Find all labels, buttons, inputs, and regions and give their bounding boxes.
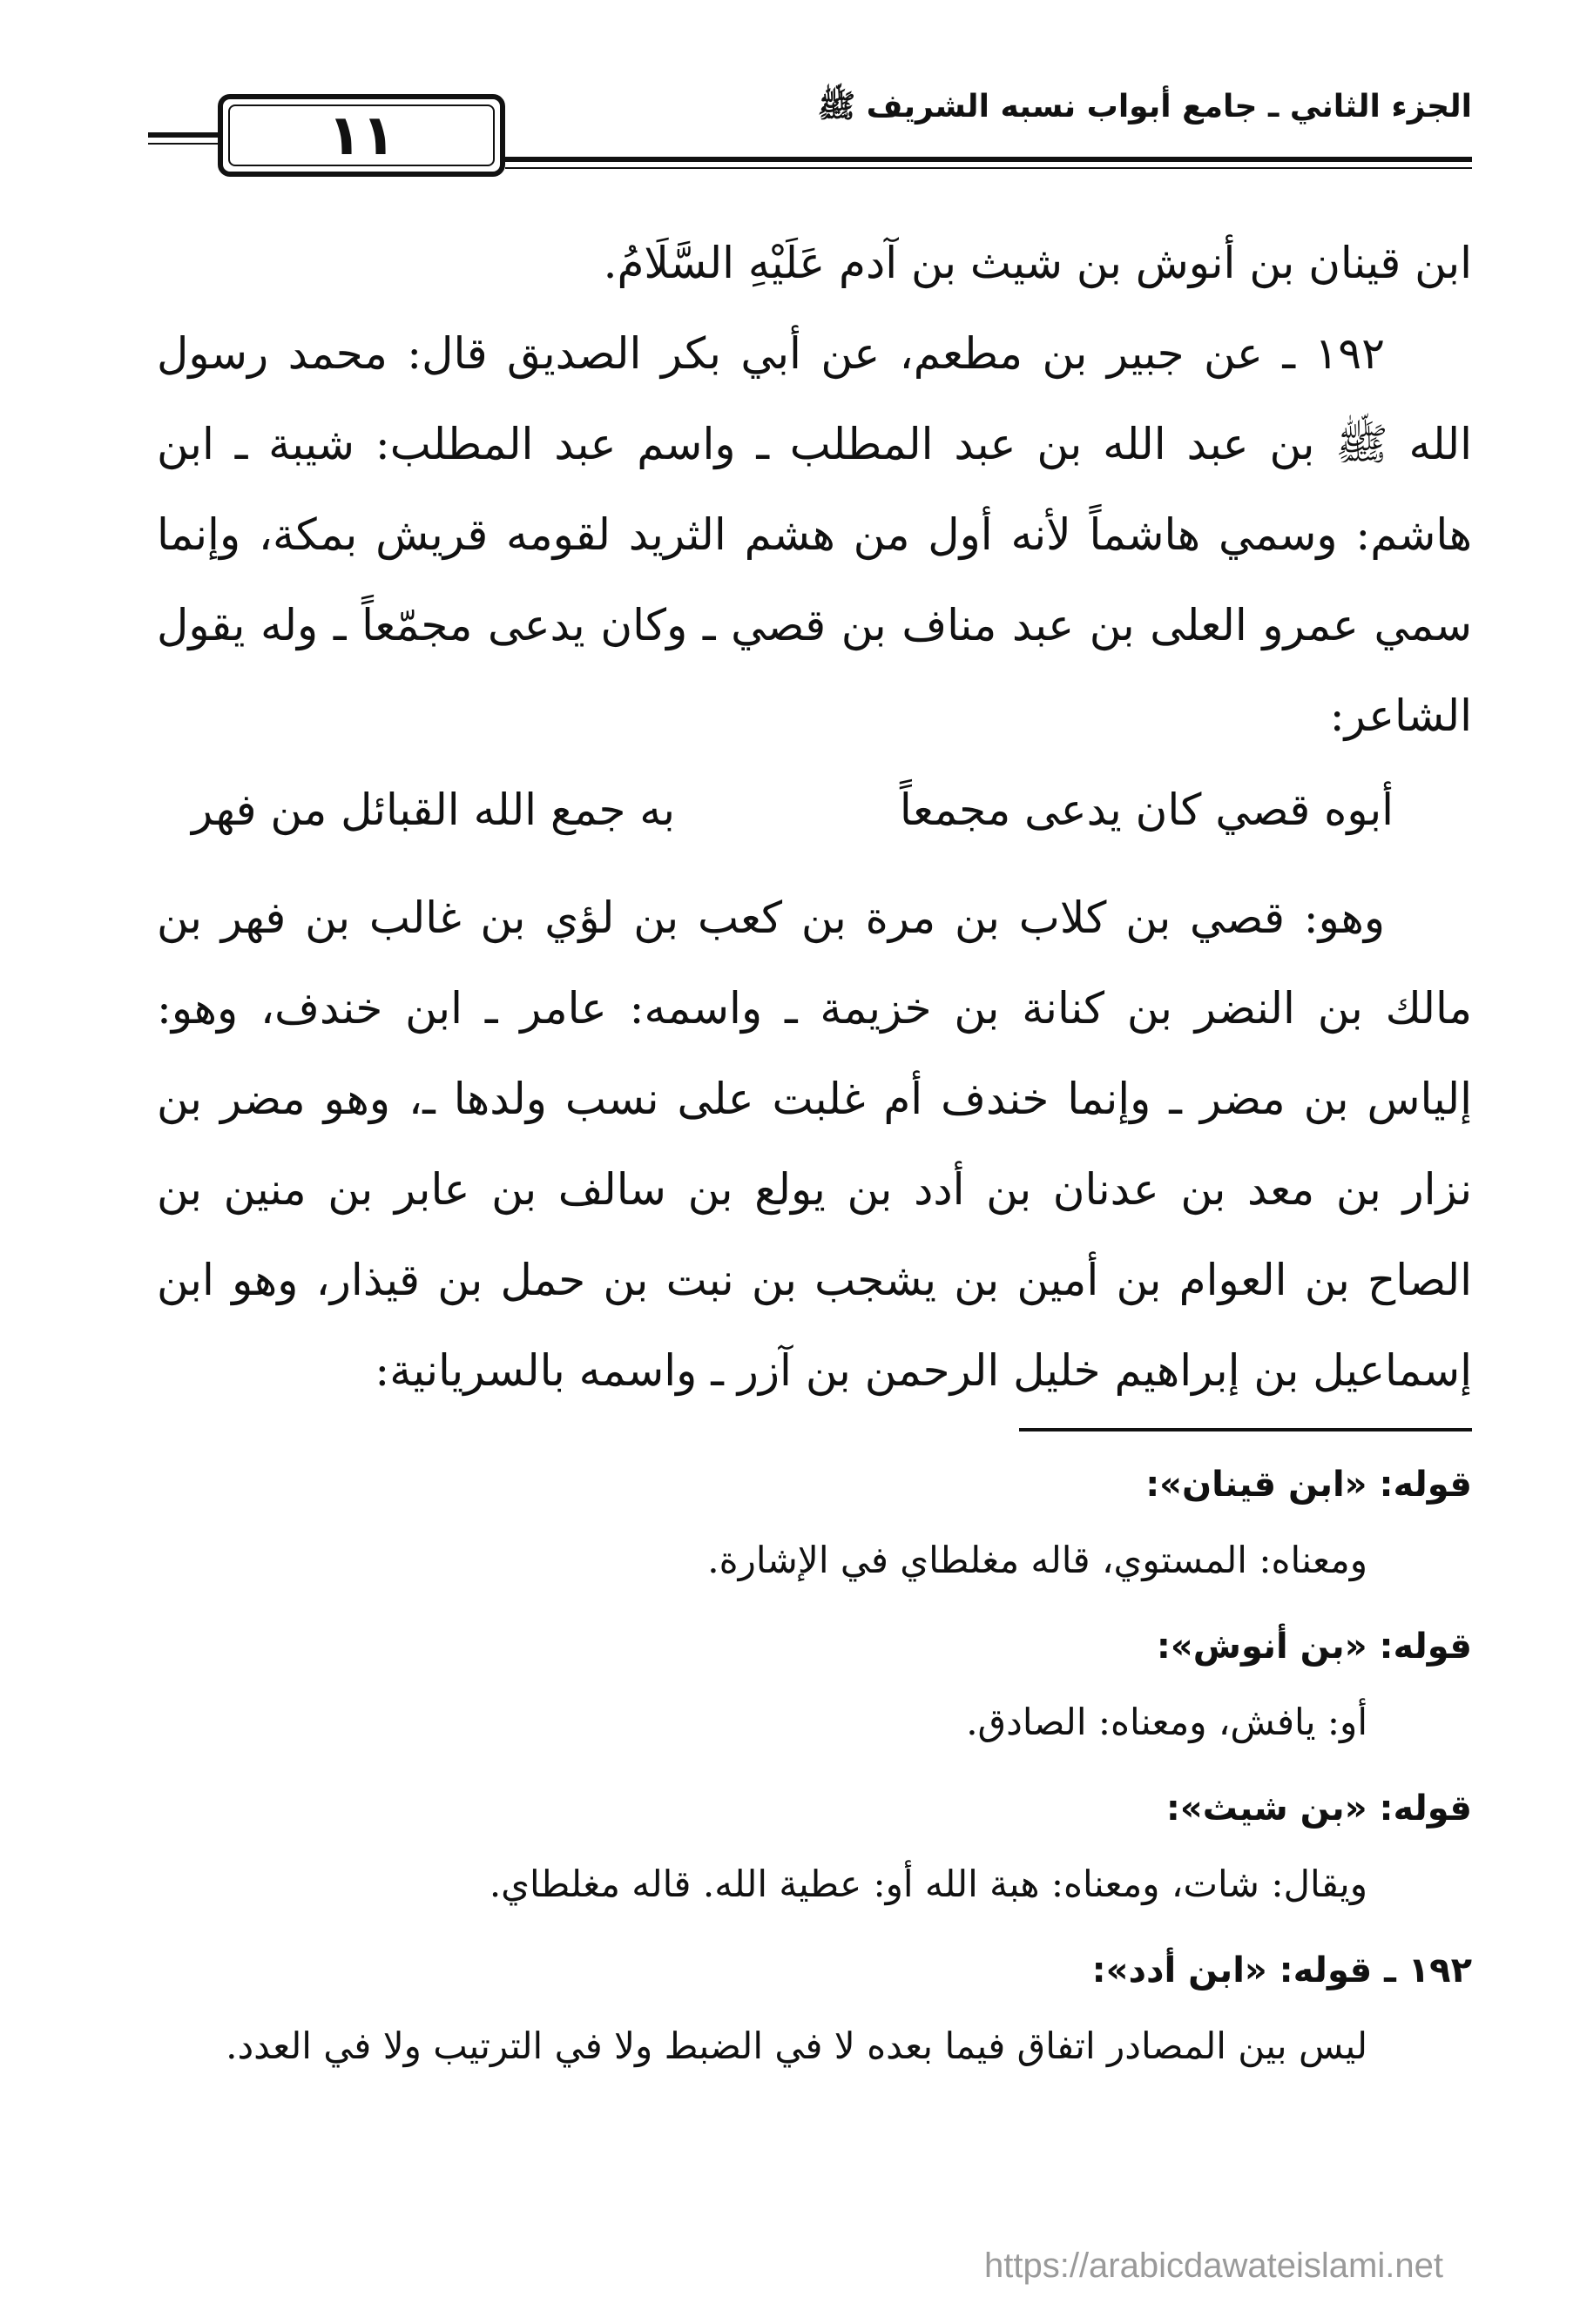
- footnote-heading: قوله: «بن شيث»:: [1165, 1788, 1472, 1829]
- page-number: ١١: [327, 103, 396, 168]
- header-rule-left-thick: [148, 132, 218, 138]
- footnote-text: ليس بين المصادر اتفاق فيما بعده لا في الضبط ولا في الترتيب ولا في العدد.: [226, 2024, 1367, 2067]
- footnote-heading: قوله: «ابن قينان»:: [1145, 1465, 1472, 1505]
- footnote-heading: ١٩٢ ـ قوله: «ابن أدد»:: [1091, 1950, 1472, 1991]
- footnote-separator: [1019, 1428, 1472, 1431]
- page-number-box: [218, 94, 505, 177]
- verse-first-hemistich: أبوه قصي كان يدعى مجمعاً: [899, 785, 1394, 835]
- main-text: [157, 218, 1472, 1416]
- verse-second-hemistich: به جمع الله القبائل من فهر: [192, 785, 676, 835]
- page-header: [148, 87, 1472, 192]
- running-title: الجزء الثاني ـ جامع أبواب نسبه الشريف ﷺ: [817, 89, 1472, 125]
- header-rule-right-thick: [505, 157, 1472, 162]
- source-watermark: https://arabicdawateislami.net: [984, 2247, 1443, 2285]
- poetry-verse: [157, 765, 1472, 855]
- footnote-heading: قوله: «بن أنوش»:: [1156, 1627, 1472, 1667]
- paragraph-lineage-end: ابن قينان بن أنوش بن شيث بن آدم عَلَيْهِ السَّلَامُ.: [603, 238, 1472, 288]
- header-rule-right-thin: [505, 167, 1472, 169]
- header-rule-left-thin: [148, 143, 218, 145]
- paragraph-hadith-192: ١٩٢ ـ عن جبير بن مطعم، عن أبي بكر الصديق قال: محمد رسول الله ﷺ بن عبد الله بن عبد المطلب ـ واسم عبد المطلب: شيبة ـ ابن هاشم: وسمي هاشماً لأنه أول من هشم الثريد لقومه قريش بمكة، وإنما سمي عمرو العلى بن عبد مناف بن قصي ـ وكان يدعى مجمّعاً ـ وله يقول الشاعر:: [157, 328, 1472, 741]
- footnotes: [157, 1445, 1472, 2093]
- footnote-text: أو: يافش، ومعناه: الصادق.: [966, 1701, 1367, 1743]
- footnote-text: ومعناه: المستوي، قاله مغلطاي في الإشارة.: [707, 1539, 1367, 1581]
- paragraph-lineage: وهو: قصي بن كلاب بن مرة بن كعب بن لؤي بن غالب بن فهر بن مالك بن النضر بن كنانة بن خزيمة ـ واسمه: عامر ـ ابن خندف، وهو: إلياس بن مضر ـ وإنما خندف أم غلبت على نسب ولدها ـ، وهو مضر بن نزار بن معد بن عدنان بن أدد بن يولع بن سالف بن عابر بن منين بن الصاح بن العوام بن أمين بن يشجب بن نبت بن حمل بن قيذار، وهو ابن إسماعيل بن إبراهيم خليل الرحمن بن آزر ـ واسمه بالسريانية:: [157, 893, 1472, 1396]
- footnote-text: ويقال: شات، ومعناه: هبة الله أو: عطية الله. قاله مغلطاي.: [489, 1863, 1367, 1905]
